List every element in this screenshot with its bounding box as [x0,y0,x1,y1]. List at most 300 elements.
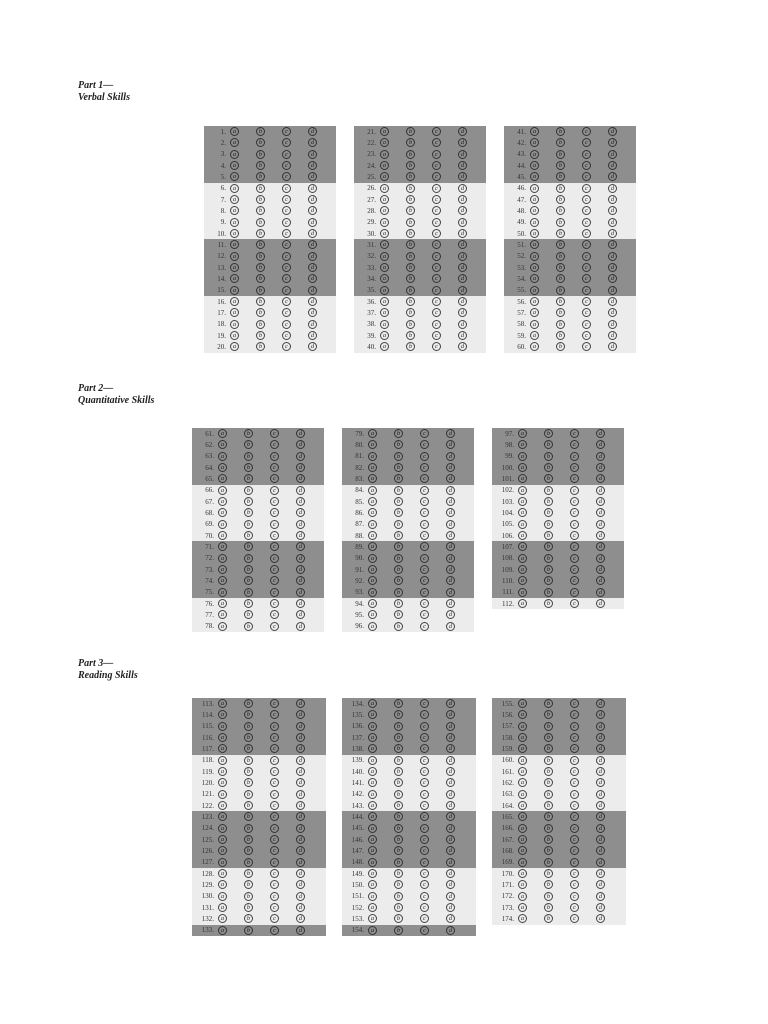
answer-bubble-b[interactable]: b [544,767,553,776]
answer-bubble-a[interactable]: a [518,846,527,855]
answer-bubble-c[interactable]: c [282,150,291,159]
answer-bubble-d[interactable]: d [296,722,305,731]
answer-bubble-a[interactable]: a [530,263,539,272]
answer-bubble-a[interactable]: a [218,520,227,529]
answer-bubble-c[interactable]: c [270,756,279,765]
answer-bubble-b[interactable]: b [244,778,253,787]
answer-bubble-b[interactable]: b [244,744,253,753]
answer-bubble-d[interactable]: d [596,508,605,517]
answer-bubble-c[interactable]: c [432,320,441,329]
answer-bubble-c[interactable]: c [420,486,429,495]
answer-bubble-b[interactable]: b [544,576,553,585]
answer-bubble-c[interactable]: c [582,138,591,147]
answer-bubble-a[interactable]: a [218,497,227,506]
answer-bubble-b[interactable]: b [406,218,415,227]
answer-bubble-d[interactable]: d [296,520,305,529]
answer-bubble-a[interactable]: a [218,778,227,787]
answer-bubble-c[interactable]: c [570,858,579,867]
answer-bubble-a[interactable]: a [380,331,389,340]
answer-bubble-c[interactable]: c [420,497,429,506]
answer-bubble-a[interactable]: a [368,497,377,506]
answer-bubble-a[interactable]: a [518,869,527,878]
answer-bubble-c[interactable]: c [270,903,279,912]
answer-bubble-b[interactable]: b [244,790,253,799]
answer-bubble-c[interactable]: c [432,218,441,227]
answer-bubble-b[interactable]: b [544,914,553,923]
answer-bubble-c[interactable]: c [570,542,579,551]
answer-bubble-d[interactable]: d [458,286,467,295]
answer-bubble-a[interactable]: a [218,880,227,889]
answer-bubble-d[interactable]: d [458,308,467,317]
answer-bubble-c[interactable]: c [582,150,591,159]
answer-bubble-c[interactable]: c [282,127,291,136]
answer-bubble-b[interactable]: b [406,150,415,159]
answer-bubble-b[interactable]: b [256,172,265,181]
answer-bubble-b[interactable]: b [244,801,253,810]
answer-bubble-d[interactable]: d [446,622,455,631]
answer-bubble-d[interactable]: d [296,699,305,708]
answer-bubble-d[interactable]: d [296,801,305,810]
answer-bubble-b[interactable]: b [256,297,265,306]
answer-bubble-c[interactable]: c [420,452,429,461]
answer-bubble-b[interactable]: b [244,824,253,833]
answer-bubble-b[interactable]: b [556,150,565,159]
answer-bubble-b[interactable]: b [544,722,553,731]
answer-bubble-b[interactable]: b [544,756,553,765]
answer-bubble-c[interactable]: c [420,722,429,731]
answer-bubble-d[interactable]: d [596,858,605,867]
answer-bubble-b[interactable]: b [244,463,253,472]
answer-bubble-a[interactable]: a [218,452,227,461]
answer-bubble-c[interactable]: c [420,926,429,935]
answer-bubble-b[interactable]: b [394,520,403,529]
answer-bubble-a[interactable]: a [218,926,227,935]
answer-bubble-d[interactable]: d [296,914,305,923]
answer-bubble-a[interactable]: a [518,824,527,833]
answer-bubble-c[interactable]: c [270,926,279,935]
answer-bubble-b[interactable]: b [544,588,553,597]
answer-bubble-d[interactable]: d [446,722,455,731]
answer-bubble-d[interactable]: d [596,722,605,731]
answer-bubble-d[interactable]: d [446,542,455,551]
answer-bubble-a[interactable]: a [368,565,377,574]
answer-bubble-b[interactable]: b [556,286,565,295]
answer-bubble-b[interactable]: b [406,263,415,272]
answer-bubble-a[interactable]: a [230,263,239,272]
answer-bubble-d[interactable]: d [596,744,605,753]
answer-bubble-b[interactable]: b [256,229,265,238]
answer-bubble-a[interactable]: a [530,342,539,351]
answer-bubble-a[interactable]: a [218,576,227,585]
answer-bubble-b[interactable]: b [394,565,403,574]
answer-bubble-b[interactable]: b [394,903,403,912]
answer-bubble-c[interactable]: c [432,206,441,215]
answer-bubble-b[interactable]: b [394,554,403,563]
answer-bubble-a[interactable]: a [230,206,239,215]
answer-bubble-c[interactable]: c [432,138,441,147]
answer-bubble-c[interactable]: c [420,699,429,708]
answer-bubble-d[interactable]: d [596,599,605,608]
answer-bubble-b[interactable]: b [244,531,253,540]
answer-bubble-d[interactable]: d [446,508,455,517]
answer-bubble-b[interactable]: b [394,576,403,585]
answer-bubble-a[interactable]: a [380,297,389,306]
answer-bubble-a[interactable]: a [380,172,389,181]
answer-bubble-d[interactable]: d [458,138,467,147]
answer-bubble-a[interactable]: a [530,252,539,261]
answer-bubble-b[interactable]: b [256,184,265,193]
answer-bubble-c[interactable]: c [282,263,291,272]
answer-bubble-c[interactable]: c [582,320,591,329]
answer-bubble-b[interactable]: b [256,274,265,283]
answer-bubble-b[interactable]: b [544,542,553,551]
answer-bubble-d[interactable]: d [596,869,605,878]
answer-bubble-a[interactable]: a [368,756,377,765]
answer-bubble-a[interactable]: a [218,756,227,765]
answer-bubble-a[interactable]: a [218,710,227,719]
answer-bubble-b[interactable]: b [544,892,553,901]
answer-bubble-c[interactable]: c [582,297,591,306]
answer-bubble-b[interactable]: b [544,440,553,449]
answer-bubble-b[interactable]: b [244,599,253,608]
answer-bubble-d[interactable]: d [296,463,305,472]
answer-bubble-d[interactable]: d [596,531,605,540]
answer-bubble-c[interactable]: c [270,858,279,867]
answer-bubble-c[interactable]: c [420,903,429,912]
answer-bubble-a[interactable]: a [518,744,527,753]
answer-bubble-b[interactable]: b [406,138,415,147]
answer-bubble-c[interactable]: c [582,286,591,295]
answer-bubble-b[interactable]: b [394,599,403,608]
answer-bubble-a[interactable]: a [218,767,227,776]
answer-bubble-b[interactable]: b [394,790,403,799]
answer-bubble-a[interactable]: a [218,744,227,753]
answer-bubble-d[interactable]: d [296,599,305,608]
answer-bubble-c[interactable]: c [420,858,429,867]
answer-bubble-b[interactable]: b [544,790,553,799]
answer-bubble-c[interactable]: c [570,699,579,708]
answer-bubble-c[interactable]: c [420,744,429,753]
answer-bubble-d[interactable]: d [596,463,605,472]
answer-bubble-d[interactable]: d [308,172,317,181]
answer-bubble-c[interactable]: c [570,599,579,608]
answer-bubble-c[interactable]: c [570,824,579,833]
answer-bubble-c[interactable]: c [570,474,579,483]
answer-bubble-b[interactable]: b [244,520,253,529]
answer-bubble-d[interactable]: d [296,622,305,631]
answer-bubble-d[interactable]: d [608,127,617,136]
answer-bubble-d[interactable]: d [596,497,605,506]
answer-bubble-d[interactable]: d [296,903,305,912]
answer-bubble-b[interactable]: b [544,733,553,742]
answer-bubble-c[interactable]: c [270,508,279,517]
answer-bubble-c[interactable]: c [432,172,441,181]
answer-bubble-d[interactable]: d [446,554,455,563]
answer-bubble-b[interactable]: b [406,127,415,136]
answer-bubble-a[interactable]: a [518,531,527,540]
answer-bubble-c[interactable]: c [420,429,429,438]
answer-bubble-b[interactable]: b [244,710,253,719]
answer-bubble-b[interactable]: b [244,610,253,619]
answer-bubble-b[interactable]: b [406,308,415,317]
answer-bubble-a[interactable]: a [518,565,527,574]
answer-bubble-a[interactable]: a [368,869,377,878]
answer-bubble-b[interactable]: b [556,127,565,136]
answer-bubble-b[interactable]: b [544,824,553,833]
answer-bubble-c[interactable]: c [570,767,579,776]
answer-bubble-b[interactable]: b [244,812,253,821]
answer-bubble-c[interactable]: c [270,801,279,810]
answer-bubble-b[interactable]: b [406,320,415,329]
answer-bubble-b[interactable]: b [394,914,403,923]
answer-bubble-c[interactable]: c [570,554,579,563]
answer-bubble-d[interactable]: d [296,756,305,765]
answer-bubble-d[interactable]: d [296,858,305,867]
answer-bubble-a[interactable]: a [218,812,227,821]
answer-bubble-d[interactable]: d [596,565,605,574]
answer-bubble-c[interactable]: c [420,588,429,597]
answer-bubble-c[interactable]: c [570,565,579,574]
answer-bubble-c[interactable]: c [270,914,279,923]
answer-bubble-c[interactable]: c [282,218,291,227]
answer-bubble-a[interactable]: a [368,622,377,631]
answer-bubble-d[interactable]: d [458,161,467,170]
answer-bubble-c[interactable]: c [420,880,429,889]
answer-bubble-c[interactable]: c [420,869,429,878]
answer-bubble-b[interactable]: b [406,331,415,340]
answer-bubble-a[interactable]: a [530,161,539,170]
answer-bubble-a[interactable]: a [218,429,227,438]
answer-bubble-d[interactable]: d [596,554,605,563]
answer-bubble-b[interactable]: b [556,240,565,249]
answer-bubble-a[interactable]: a [368,463,377,472]
answer-bubble-a[interactable]: a [218,858,227,867]
answer-bubble-b[interactable]: b [244,914,253,923]
answer-bubble-a[interactable]: a [530,240,539,249]
answer-bubble-a[interactable]: a [368,778,377,787]
answer-bubble-c[interactable]: c [270,744,279,753]
answer-bubble-a[interactable]: a [218,790,227,799]
answer-bubble-c[interactable]: c [570,778,579,787]
answer-bubble-c[interactable]: c [420,599,429,608]
answer-bubble-b[interactable]: b [544,778,553,787]
answer-bubble-d[interactable]: d [308,150,317,159]
answer-bubble-a[interactable]: a [518,599,527,608]
answer-bubble-a[interactable]: a [218,622,227,631]
answer-bubble-d[interactable]: d [596,486,605,495]
answer-bubble-c[interactable]: c [420,790,429,799]
answer-bubble-a[interactable]: a [518,486,527,495]
answer-bubble-b[interactable]: b [556,320,565,329]
answer-bubble-c[interactable]: c [432,342,441,351]
answer-bubble-a[interactable]: a [518,497,527,506]
answer-bubble-b[interactable]: b [394,486,403,495]
answer-bubble-d[interactable]: d [446,520,455,529]
answer-bubble-b[interactable]: b [544,508,553,517]
answer-bubble-a[interactable]: a [518,880,527,889]
answer-bubble-a[interactable]: a [218,588,227,597]
answer-bubble-a[interactable]: a [218,835,227,844]
answer-bubble-c[interactable]: c [432,127,441,136]
answer-bubble-a[interactable]: a [368,508,377,517]
answer-bubble-a[interactable]: a [368,610,377,619]
answer-bubble-a[interactable]: a [368,599,377,608]
answer-bubble-c[interactable]: c [270,474,279,483]
answer-bubble-c[interactable]: c [270,520,279,529]
answer-bubble-a[interactable]: a [518,474,527,483]
answer-bubble-a[interactable]: a [380,218,389,227]
answer-bubble-b[interactable]: b [406,161,415,170]
answer-bubble-d[interactable]: d [596,778,605,787]
answer-bubble-c[interactable]: c [432,263,441,272]
answer-bubble-a[interactable]: a [230,229,239,238]
answer-bubble-d[interactable]: d [596,846,605,855]
answer-bubble-d[interactable]: d [296,767,305,776]
answer-bubble-c[interactable]: c [270,542,279,551]
answer-bubble-d[interactable]: d [296,531,305,540]
answer-bubble-b[interactable]: b [256,218,265,227]
answer-bubble-b[interactable]: b [544,812,553,821]
answer-bubble-a[interactable]: a [518,778,527,787]
answer-bubble-b[interactable]: b [256,206,265,215]
answer-bubble-c[interactable]: c [270,565,279,574]
answer-bubble-b[interactable]: b [394,622,403,631]
answer-bubble-a[interactable]: a [530,331,539,340]
answer-bubble-b[interactable]: b [544,452,553,461]
answer-bubble-c[interactable]: c [420,554,429,563]
answer-bubble-b[interactable]: b [406,172,415,181]
answer-bubble-d[interactable]: d [446,824,455,833]
answer-bubble-d[interactable]: d [596,733,605,742]
answer-bubble-a[interactable]: a [218,903,227,912]
answer-bubble-d[interactable]: d [446,790,455,799]
answer-bubble-b[interactable]: b [394,452,403,461]
answer-bubble-c[interactable]: c [420,576,429,585]
answer-bubble-a[interactable]: a [218,542,227,551]
answer-bubble-b[interactable]: b [256,342,265,351]
answer-bubble-d[interactable]: d [308,342,317,351]
answer-bubble-c[interactable]: c [432,331,441,340]
answer-bubble-c[interactable]: c [570,429,579,438]
answer-bubble-c[interactable]: c [420,463,429,472]
answer-bubble-b[interactable]: b [406,342,415,351]
answer-bubble-c[interactable]: c [432,229,441,238]
answer-bubble-a[interactable]: a [368,722,377,731]
answer-bubble-b[interactable]: b [244,926,253,935]
answer-bubble-b[interactable]: b [244,440,253,449]
answer-bubble-d[interactable]: d [308,286,317,295]
answer-bubble-a[interactable]: a [368,801,377,810]
answer-bubble-c[interactable]: c [282,195,291,204]
answer-bubble-d[interactable]: d [446,914,455,923]
answer-bubble-d[interactable]: d [458,150,467,159]
answer-bubble-a[interactable]: a [518,508,527,517]
answer-bubble-b[interactable]: b [256,320,265,329]
answer-bubble-c[interactable]: c [582,206,591,215]
answer-bubble-b[interactable]: b [394,497,403,506]
answer-bubble-a[interactable]: a [230,297,239,306]
answer-bubble-b[interactable]: b [394,588,403,597]
answer-bubble-a[interactable]: a [368,880,377,889]
answer-bubble-c[interactable]: c [282,286,291,295]
answer-bubble-a[interactable]: a [380,286,389,295]
answer-bubble-d[interactable]: d [446,576,455,585]
answer-bubble-d[interactable]: d [308,240,317,249]
answer-bubble-d[interactable]: d [296,508,305,517]
answer-bubble-c[interactable]: c [420,835,429,844]
answer-bubble-d[interactable]: d [296,880,305,889]
answer-bubble-c[interactable]: c [270,869,279,878]
answer-bubble-a[interactable]: a [368,824,377,833]
answer-bubble-d[interactable]: d [608,161,617,170]
answer-bubble-d[interactable]: d [308,229,317,238]
answer-bubble-b[interactable]: b [556,342,565,351]
answer-bubble-a[interactable]: a [218,508,227,517]
answer-bubble-d[interactable]: d [596,801,605,810]
answer-bubble-b[interactable]: b [244,508,253,517]
answer-bubble-a[interactable]: a [218,733,227,742]
answer-bubble-a[interactable]: a [530,320,539,329]
answer-bubble-c[interactable]: c [432,308,441,317]
answer-bubble-c[interactable]: c [282,161,291,170]
answer-bubble-c[interactable]: c [420,756,429,765]
answer-bubble-c[interactable]: c [420,914,429,923]
answer-bubble-a[interactable]: a [518,452,527,461]
answer-bubble-c[interactable]: c [420,824,429,833]
answer-bubble-d[interactable]: d [608,308,617,317]
answer-bubble-c[interactable]: c [582,263,591,272]
answer-bubble-b[interactable]: b [256,308,265,317]
answer-bubble-d[interactable]: d [596,474,605,483]
answer-bubble-c[interactable]: c [270,554,279,563]
answer-bubble-c[interactable]: c [570,812,579,821]
answer-bubble-c[interactable]: c [432,252,441,261]
answer-bubble-b[interactable]: b [556,263,565,272]
answer-bubble-a[interactable]: a [380,229,389,238]
answer-bubble-c[interactable]: c [270,486,279,495]
answer-bubble-a[interactable]: a [380,252,389,261]
answer-bubble-a[interactable]: a [380,127,389,136]
answer-bubble-b[interactable]: b [394,778,403,787]
answer-bubble-d[interactable]: d [458,184,467,193]
answer-bubble-c[interactable]: c [582,331,591,340]
answer-bubble-b[interactable]: b [244,699,253,708]
answer-bubble-d[interactable]: d [446,610,455,619]
answer-bubble-b[interactable]: b [256,252,265,261]
answer-bubble-a[interactable]: a [530,286,539,295]
answer-bubble-b[interactable]: b [244,767,253,776]
answer-bubble-c[interactable]: c [270,429,279,438]
answer-bubble-c[interactable]: c [282,229,291,238]
answer-bubble-c[interactable]: c [570,846,579,855]
answer-bubble-b[interactable]: b [244,880,253,889]
answer-bubble-c[interactable]: c [570,880,579,889]
answer-bubble-b[interactable]: b [406,286,415,295]
answer-bubble-a[interactable]: a [518,914,527,923]
answer-bubble-a[interactable]: a [530,172,539,181]
answer-bubble-c[interactable]: c [282,138,291,147]
answer-bubble-b[interactable]: b [544,846,553,855]
answer-bubble-b[interactable]: b [556,252,565,261]
answer-bubble-a[interactable]: a [230,320,239,329]
answer-bubble-c[interactable]: c [270,452,279,461]
answer-bubble-a[interactable]: a [368,744,377,753]
answer-bubble-d[interactable]: d [446,858,455,867]
answer-bubble-d[interactable]: d [296,892,305,901]
answer-bubble-a[interactable]: a [218,463,227,472]
answer-bubble-d[interactable]: d [308,127,317,136]
answer-bubble-d[interactable]: d [446,531,455,540]
